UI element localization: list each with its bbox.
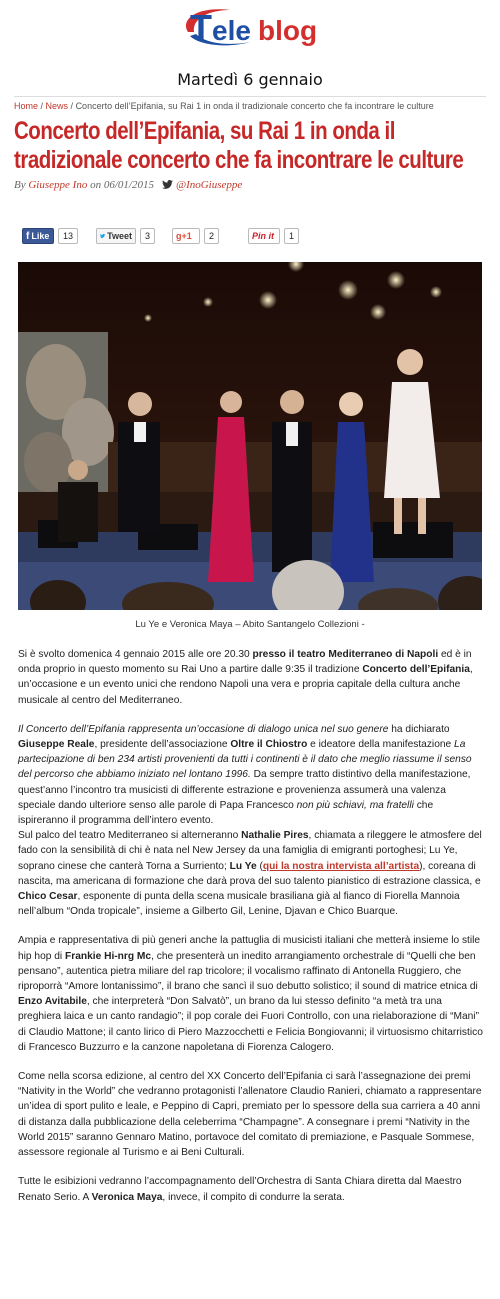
- text-run: Nathalie Pires: [241, 830, 309, 842]
- masthead: [0, 0, 500, 58]
- breadcrumb: [14, 97, 486, 111]
- breadcrumb-separator: /: [38, 101, 46, 111]
- paragraph-6: [18, 1174, 484, 1204]
- share-bar: [22, 228, 322, 246]
- like-count: 13: [58, 228, 78, 244]
- breadcrumb-separator: /: [68, 101, 76, 111]
- article-header: [14, 96, 486, 191]
- text-run: , esponente di punta della scena musicale brasiliana già al fianco di Fiorella Mannoia nell’album “Onda tropicale”, insieme a Gilberto Gil, Lenine, Djavan e Chico Buarque.: [18, 891, 460, 918]
- paragraph-5: [18, 1069, 484, 1160]
- pinterest-button[interactable]: [248, 228, 280, 244]
- text-run: ed è in onda proprio in questo momento su Rai Uno a partire dalle 9:35 il tradizione: [18, 649, 472, 676]
- twitter-bird-icon: [100, 232, 105, 240]
- text-run: Lu Ye: [229, 860, 257, 872]
- text-run: non più schiavi, ma fratelli: [296, 799, 414, 811]
- text-run: Come nella scorsa edizione, al centro del XX Concerto dell’Epifania ci sarà l’assegnazione dei premi “Nativity in the World” che vedranno protagonisti l’allenatore Claudio Ranieri, chiamato a rappresentare un’idea di sport pulito e leale, e Peppino di Capri, premiato per lo spessore della sua carriera a 40 anni di distanza dalla pubblicazione della celeberrima “Champagne”. A consegnare i premi “Nativity in the World 2015” saranno Gennaro Matino, portavoce del comitato di premiazione, e Pasquale Sommese, assessore regionale al Turismo e ai Beni Culturali.: [18, 1071, 482, 1159]
- byline: [14, 179, 486, 191]
- breadcrumb-home[interactable]: Home: [14, 101, 39, 111]
- publish-date: on 06/01/2015: [90, 179, 154, 191]
- text-run: Tutte le esibizioni vedranno l’accompagnamento dell’Orchestra di Santa Chiara diretta dal Maestro Renato Serio. A: [18, 1176, 462, 1203]
- pin-label: Pin it: [252, 231, 274, 241]
- logo-blog: blog: [258, 15, 318, 46]
- breadcrumb-current: Concerto dell’Epifania, su Rai 1 in onda il tradizionale concerto che fa incontrare le culture: [75, 101, 434, 111]
- tweet-button[interactable]: [96, 228, 136, 244]
- text-run: che ispireranno il programma dell’intero evento.: [18, 799, 434, 827]
- text-run: , invece, il compito di condurre la serata.: [162, 1191, 345, 1203]
- text-run: Da sempre tratto distintivo della manifestazione, quest’anno l’incontro tra musicisti di differente estrazione e provenienza assumerà una valenza speciale dando ulteriore senso alle parole di Papa Francesco: [18, 769, 471, 811]
- concert-photo: [18, 262, 482, 610]
- text-run: presso il teatro Mediterraneo di Napoli: [252, 649, 439, 660]
- text-run: , chiamata a rileggere le atmosfere del fado con la sensibilità di chi è nata nel New Jersey da una famiglia di emigranti portoghesi; Lu Ye, soprano cinese che canterà Torna a Surriento;: [18, 830, 482, 872]
- paragraph-4: [18, 933, 484, 1055]
- like-label: Like: [31, 231, 50, 241]
- text-run: Chico Cesar: [18, 891, 78, 903]
- interview-link[interactable]: qui la nostra intervista all’artista: [262, 860, 420, 872]
- text-run: , presidente dell’associazione: [94, 739, 231, 751]
- text-run: e ideatore della manifestazione: [307, 739, 455, 751]
- facebook-icon: f: [26, 230, 30, 242]
- text-run: Giuseppe Reale: [18, 739, 95, 751]
- concert-photo-image: [18, 262, 482, 610]
- logo-ele: ele: [212, 15, 251, 46]
- article-title: Concerto dell’Epifania, su Rai 1 in onda il tradizionale concerto che fa incontrare le culture: [14, 117, 464, 174]
- text-run: ), coreana di nascita, ma americana di formazione che darà prova del suo talento pianistico di estrazione classica, e: [18, 860, 481, 887]
- text-run: , un’occasione e un evento unici che rendono Napoli una vera e propria capitale della cultura anche musicale al centro del Mediterraneo.: [18, 664, 473, 706]
- tweet-count: 3: [140, 228, 155, 244]
- facebook-like-button[interactable]: [22, 228, 54, 244]
- gplus-label: g+1: [176, 231, 192, 241]
- paragraph-3: [18, 830, 482, 917]
- text-run: Oltre il Chiostro: [230, 739, 308, 751]
- breadcrumb-news[interactable]: News: [45, 101, 69, 111]
- paragraph-1: [18, 647, 484, 708]
- paragraph-2: [18, 724, 472, 826]
- byline-by: By: [14, 179, 26, 191]
- text-run: Enzo Avitabile: [18, 996, 87, 1008]
- text-run: Concerto dell’Epifania: [362, 664, 470, 676]
- article-body: [18, 647, 484, 1219]
- text-run: Il Concerto dell’Epifania rappresenta un’occasione di dialogo unica nel suo genere: [18, 723, 389, 735]
- text-run: Veronica Maya: [91, 1191, 163, 1203]
- text-run: (: [256, 860, 263, 872]
- author-link[interactable]: Giuseppe Ino: [28, 179, 88, 191]
- twitter-bird-icon: [162, 180, 173, 189]
- text-run: Frankie Hi-nrg Mc: [65, 950, 152, 962]
- text-run: , che interpreterà “Don Salvatò”, un brano da lui stesso definito “a metà tra una preghiera laica e un canto randagio”; il pop corale dei Fuori Controllo, con una rielaborazione di “Mani” di Claudio Mattone; il canto lirico di Piero Mazzocchetti e Felicia Bongiovanni; il virtuosismo chitarristico di Francesco Buzzurro e la canzone napoletana di Fiorenza Calogero.: [18, 996, 483, 1053]
- text-run: Sul palco del teatro Mediterraneo si alterneranno: [18, 830, 242, 842]
- twitter-handle-link[interactable]: @InoGiuseppe: [175, 179, 243, 191]
- date-line: Martedì 6 gennaio: [177, 70, 323, 89]
- text-run: Ampia e rappresentativa di più generi anche la pattuglia di musicisti italiani che metterà insieme lo stile hip hop di: [18, 935, 481, 962]
- text-run: , che presenterà un inedito arrangiamento orchestrale di “Quelli che ben pensano”, autentica pietra miliare del rap tricolore; il vocalismo raffinato di Antonella Ruggiero, che riproporrà “Amore lontanissimo”, il brano che sancì il suo debutto solistico; il sound di matrice etnica di: [18, 950, 478, 993]
- text-run: ha dichiarato: [388, 723, 450, 735]
- tweet-label: Tweet: [107, 231, 132, 241]
- gplus-count: 2: [204, 228, 219, 244]
- paragraph-2-3: [18, 722, 484, 920]
- photo-caption: Lu Ye e Veronica Maya – Abito Santangelo Collezioni -: [135, 619, 365, 630]
- google-plus-button[interactable]: [172, 228, 200, 244]
- text-run: Si è svolto domenica 4 gennaio 2015 alle ore 20.30: [18, 649, 253, 660]
- text-run: La partecipazione di ben 234 artisti provenienti da tutti i continenti è il dato che meglio riassume il senso del percorso che abbiamo iniziato nel lontano 1996.: [18, 739, 472, 781]
- logo-t: T: [190, 7, 212, 48]
- teleblog-logo[interactable]: [170, 2, 335, 52]
- pin-count: 1: [284, 228, 299, 244]
